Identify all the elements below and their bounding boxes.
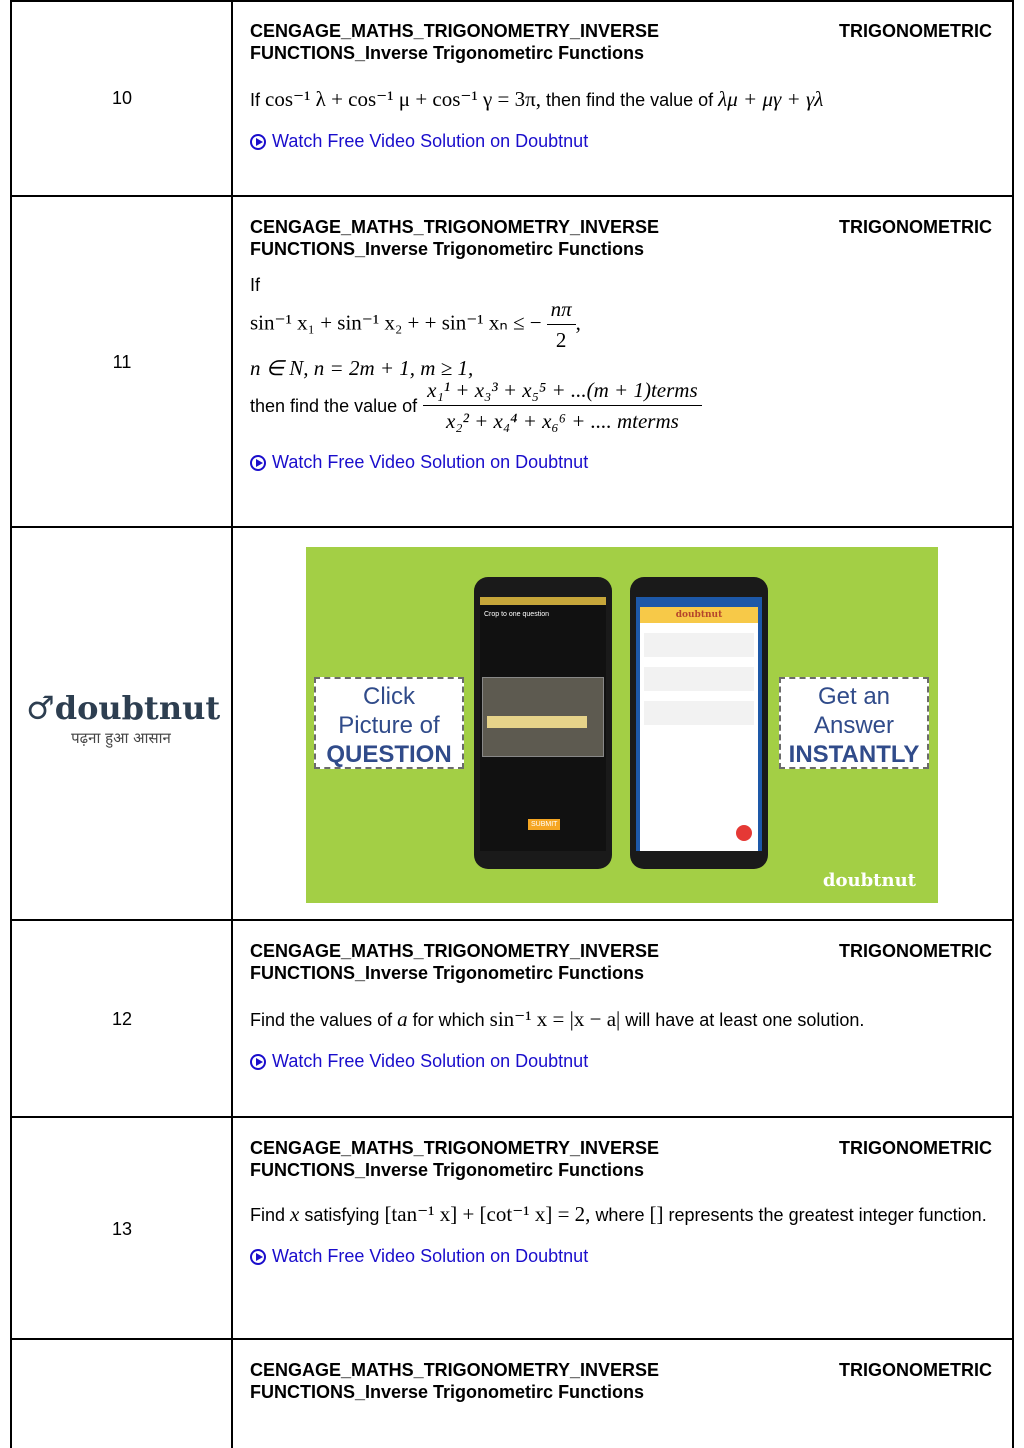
heading-second-line: FUNCTIONS_Inverse Trigonometirc Functions (250, 963, 645, 983)
heading-second-line: FUNCTIONS_Inverse Trigonometirc Functions (250, 1382, 645, 1402)
question-heading (250, 1359, 992, 1403)
math-line: sin⁻¹ x₁ + sin⁻¹ x₂ + + sin⁻¹ xₙ ≤ − $\frac{n\pi}{2}$ , (250, 297, 581, 352)
play-circle-icon (250, 1249, 266, 1265)
watch-video-link[interactable] (250, 131, 992, 152)
heading-second-line: FUNCTIONS_Inverse Trigonometirc Functions (250, 1160, 645, 1180)
math-expression: [] (649, 1202, 664, 1226)
math-expression: cos⁻¹ λ + cos⁻¹ μ + cos⁻¹ γ = 3π, (265, 87, 542, 111)
play-circle-icon (250, 134, 266, 150)
promo-banner[interactable] (306, 547, 938, 903)
doubtnut-logo (26, 689, 221, 748)
table-right-border (1012, 0, 1014, 1448)
question-cell-11 (250, 216, 992, 473)
phone-mockup-answers (630, 577, 768, 869)
status-bar (480, 597, 606, 605)
brand-tagline: पढ़ना हुआ आसान (71, 729, 171, 747)
math-expression: λμ + μγ + γλ (718, 87, 824, 111)
math-fraction: $\frac{n\pi}{2}$ (547, 296, 576, 353)
row-divider (10, 919, 1014, 921)
question-text: Find the values of a for which sin⁻¹ x = |x − a| will have at least one solution. (250, 1007, 865, 1031)
camera-fab-icon (736, 825, 752, 841)
heading-second-line: FUNCTIONS_Inverse Trigonometirc Functions (250, 43, 645, 63)
question-cell-13 (250, 1137, 992, 1267)
heading-left: CENGAGE_MATHS_TRIGONOMETRY_INVERSE (250, 1138, 660, 1158)
heading-left: CENGAGE_MATHS_TRIGONOMETRY_INVERSE (250, 941, 660, 961)
question-cell-14 (250, 1359, 992, 1403)
then-line (250, 377, 992, 434)
question-prefix: If (250, 90, 261, 110)
math-expression: a (397, 1007, 408, 1031)
submit-button: SUBMIT (528, 819, 560, 830)
question-then: then find the value of (250, 395, 418, 416)
brand-wordmark (26, 689, 221, 727)
app-header-brand: doubtnut (640, 607, 758, 623)
link-label: Watch Free Video Solution on Doubtnut (272, 452, 589, 472)
sign-click-picture: Click Picture of QUESTION (314, 677, 464, 769)
math-expression: sin⁻¹ x = |x − a| (489, 1007, 621, 1031)
link-label: Watch Free Video Solution on Doubtnut (272, 131, 589, 151)
heading-right: TRIGONOMETRIC (839, 21, 992, 41)
question-heading (250, 940, 992, 984)
row-divider (10, 1338, 1014, 1340)
answer-card (644, 701, 754, 725)
answer-card (644, 633, 754, 657)
watch-video-link[interactable] (250, 1246, 992, 1267)
link-label: Watch Free Video Solution on Doubtnut (272, 1246, 589, 1266)
math-line: n ∈ N, n = 2m + 1, m ≥ 1, (250, 356, 474, 380)
sign-get-answer: Get an Answer INSTANTLY (779, 677, 929, 769)
question-prefix: If (250, 275, 261, 295)
brand-name: doubtnut (54, 689, 221, 727)
link-label: Watch Free Video Solution on Doubtnut (272, 1051, 589, 1071)
question-text (250, 86, 992, 113)
math-fraction: $\frac{\text{x₁¹ + x₃³ + x₅⁵ + ...(m + 1)terms}}{\text{x₂² + x₄⁴ + x₆⁶ + .... mterms}}$ (423, 377, 702, 434)
heading-left: CENGAGE_MATHS_TRIGONOMETRY_INVERSE (250, 1360, 660, 1380)
question-heading (250, 1137, 992, 1181)
row-divider (10, 195, 1014, 197)
brand-icon: ♂ (26, 689, 55, 727)
row-divider (10, 526, 1014, 528)
question-text: Find x satisfying [tan⁻¹ x] + [cot⁻¹ x] = 2, where [] represents the greatest integer function. (250, 1202, 987, 1226)
heading-right: TRIGONOMETRIC (839, 1360, 992, 1380)
play-circle-icon (250, 455, 266, 471)
heading-left: CENGAGE_MATHS_TRIGONOMETRY_INVERSE (250, 21, 660, 41)
question-number: 11 (112, 352, 132, 372)
row-divider (10, 1116, 1014, 1118)
question-number: 13 (111, 1219, 133, 1239)
question-text (250, 272, 992, 434)
heading-left: CENGAGE_MATHS_TRIGONOMETRY_INVERSE (250, 217, 660, 237)
heading-right: TRIGONOMETRIC (839, 1138, 992, 1158)
question-heading (250, 216, 992, 260)
heading-right: TRIGONOMETRIC (839, 941, 992, 961)
math-expression: [tan⁻¹ x] + [cot⁻¹ x] = 2, (384, 1202, 591, 1226)
heading-second-line: FUNCTIONS_Inverse Trigonometirc Functions (250, 239, 645, 259)
phone-mockup-camera (474, 577, 612, 869)
math-expression: sin⁻¹ x₁ + sin⁻¹ x₂ + + sin⁻¹ xₙ ≤ − (250, 310, 542, 335)
question-number: 12 (111, 1009, 133, 1029)
watch-video-link[interactable] (250, 1051, 992, 1072)
question-heading (250, 20, 992, 64)
question-cell-12 (250, 940, 992, 1072)
question-number: 10 (111, 88, 133, 108)
question-cell-10 (250, 20, 992, 152)
cropped-question-image (482, 677, 604, 757)
banner-brand-watermark: doubtnut (822, 870, 916, 891)
answer-card (644, 667, 754, 691)
watch-video-link[interactable] (250, 452, 992, 473)
heading-right: TRIGONOMETRIC (839, 217, 992, 237)
math-expression: x (290, 1202, 300, 1226)
row-divider (10, 0, 1014, 2)
crop-caption: Crop to one question (484, 611, 549, 618)
question-middle: then find the value of (546, 90, 714, 110)
play-circle-icon (250, 1054, 266, 1070)
